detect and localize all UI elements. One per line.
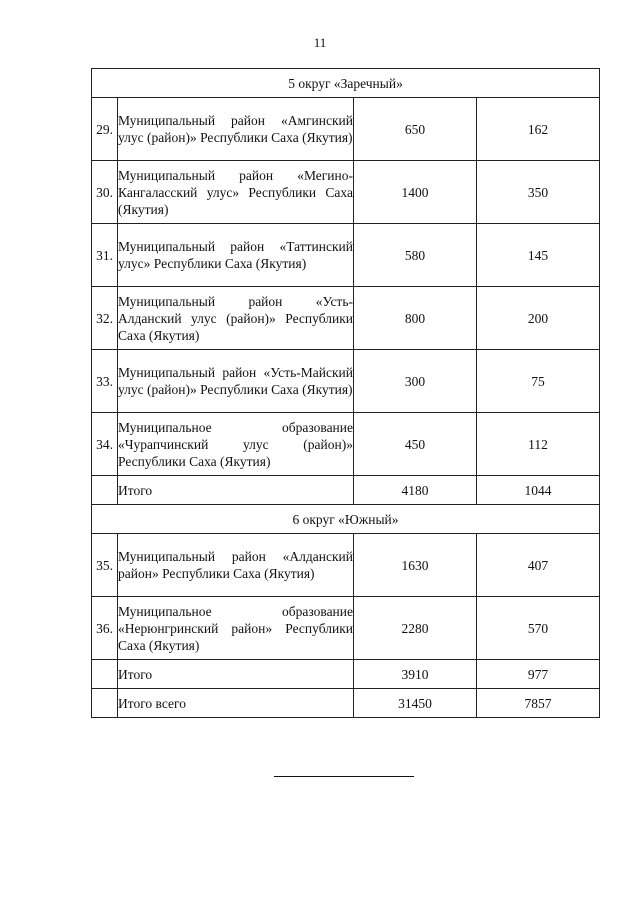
section-title: 5 округ «Заречный» <box>92 69 600 98</box>
row-number <box>92 660 118 689</box>
table-row <box>92 413 600 476</box>
table-body <box>92 69 600 718</box>
footer-divider <box>274 776 414 777</box>
row-name: Муниципальный район «Усть-Майский улус (район)» Республики Саха (Якутия) <box>118 350 354 413</box>
row-value-2: 407 <box>477 534 600 597</box>
row-value-1: 1400 <box>354 161 477 224</box>
row-value-1: 4180 <box>354 476 477 505</box>
row-number: 33. <box>92 350 118 413</box>
row-name: Муниципальный район «Усть-Алданский улус (район)» Республики Саха (Якутия) <box>118 287 354 350</box>
row-number: 35. <box>92 534 118 597</box>
row-value-2: 162 <box>477 98 600 161</box>
section-title: 6 округ «Южный» <box>92 505 600 534</box>
row-name: Муниципальный район «Таттинский улус» Республики Саха (Якутия) <box>118 224 354 287</box>
total-row <box>92 689 600 718</box>
row-name: Итого <box>118 660 354 689</box>
row-value-1: 3910 <box>354 660 477 689</box>
data-table <box>91 68 600 718</box>
row-value-1: 1630 <box>354 534 477 597</box>
row-value-1: 2280 <box>354 597 477 660</box>
row-number: 32. <box>92 287 118 350</box>
row-number: 34. <box>92 413 118 476</box>
table-row <box>92 161 600 224</box>
section-header-row <box>92 505 600 534</box>
row-value-1: 580 <box>354 224 477 287</box>
row-value-2: 112 <box>477 413 600 476</box>
total-row <box>92 476 600 505</box>
row-name: Муниципальное образование «Нерюнгринский район» Республики Саха (Якутия) <box>118 597 354 660</box>
row-number <box>92 476 118 505</box>
row-value-2: 145 <box>477 224 600 287</box>
table-row <box>92 534 600 597</box>
table-row <box>92 287 600 350</box>
row-number: 36. <box>92 597 118 660</box>
row-value-1: 31450 <box>354 689 477 718</box>
row-name: Муниципальный район «Амгинский улус (район)» Республики Саха (Якутия) <box>118 98 354 161</box>
row-value-2: 977 <box>477 660 600 689</box>
row-value-2: 1044 <box>477 476 600 505</box>
row-value-2: 200 <box>477 287 600 350</box>
table-row <box>92 597 600 660</box>
table-row <box>92 224 600 287</box>
section-header-row <box>92 69 600 98</box>
table-row <box>92 98 600 161</box>
row-value-2: 75 <box>477 350 600 413</box>
table-row <box>92 350 600 413</box>
row-value-2: 350 <box>477 161 600 224</box>
row-number <box>92 689 118 718</box>
row-number: 29. <box>92 98 118 161</box>
page-number: 11 <box>313 35 327 50</box>
row-value-1: 800 <box>354 287 477 350</box>
row-name: Итого всего <box>118 689 354 718</box>
row-name: Муниципальный район «Алданский район» Республики Саха (Якутия) <box>118 534 354 597</box>
row-value-2: 7857 <box>477 689 600 718</box>
row-number: 31. <box>92 224 118 287</box>
row-name: Муниципальное образование «Чурапчинский улус (район)» Республики Саха (Якутия) <box>118 413 354 476</box>
row-name: Итого <box>118 476 354 505</box>
row-value-1: 450 <box>354 413 477 476</box>
row-value-2: 570 <box>477 597 600 660</box>
row-value-1: 300 <box>354 350 477 413</box>
row-name: Муниципальный район «Мегино-Кангаласский улус» Республики Саха (Якутия) <box>118 161 354 224</box>
row-number: 30. <box>92 161 118 224</box>
row-value-1: 650 <box>354 98 477 161</box>
total-row <box>92 660 600 689</box>
